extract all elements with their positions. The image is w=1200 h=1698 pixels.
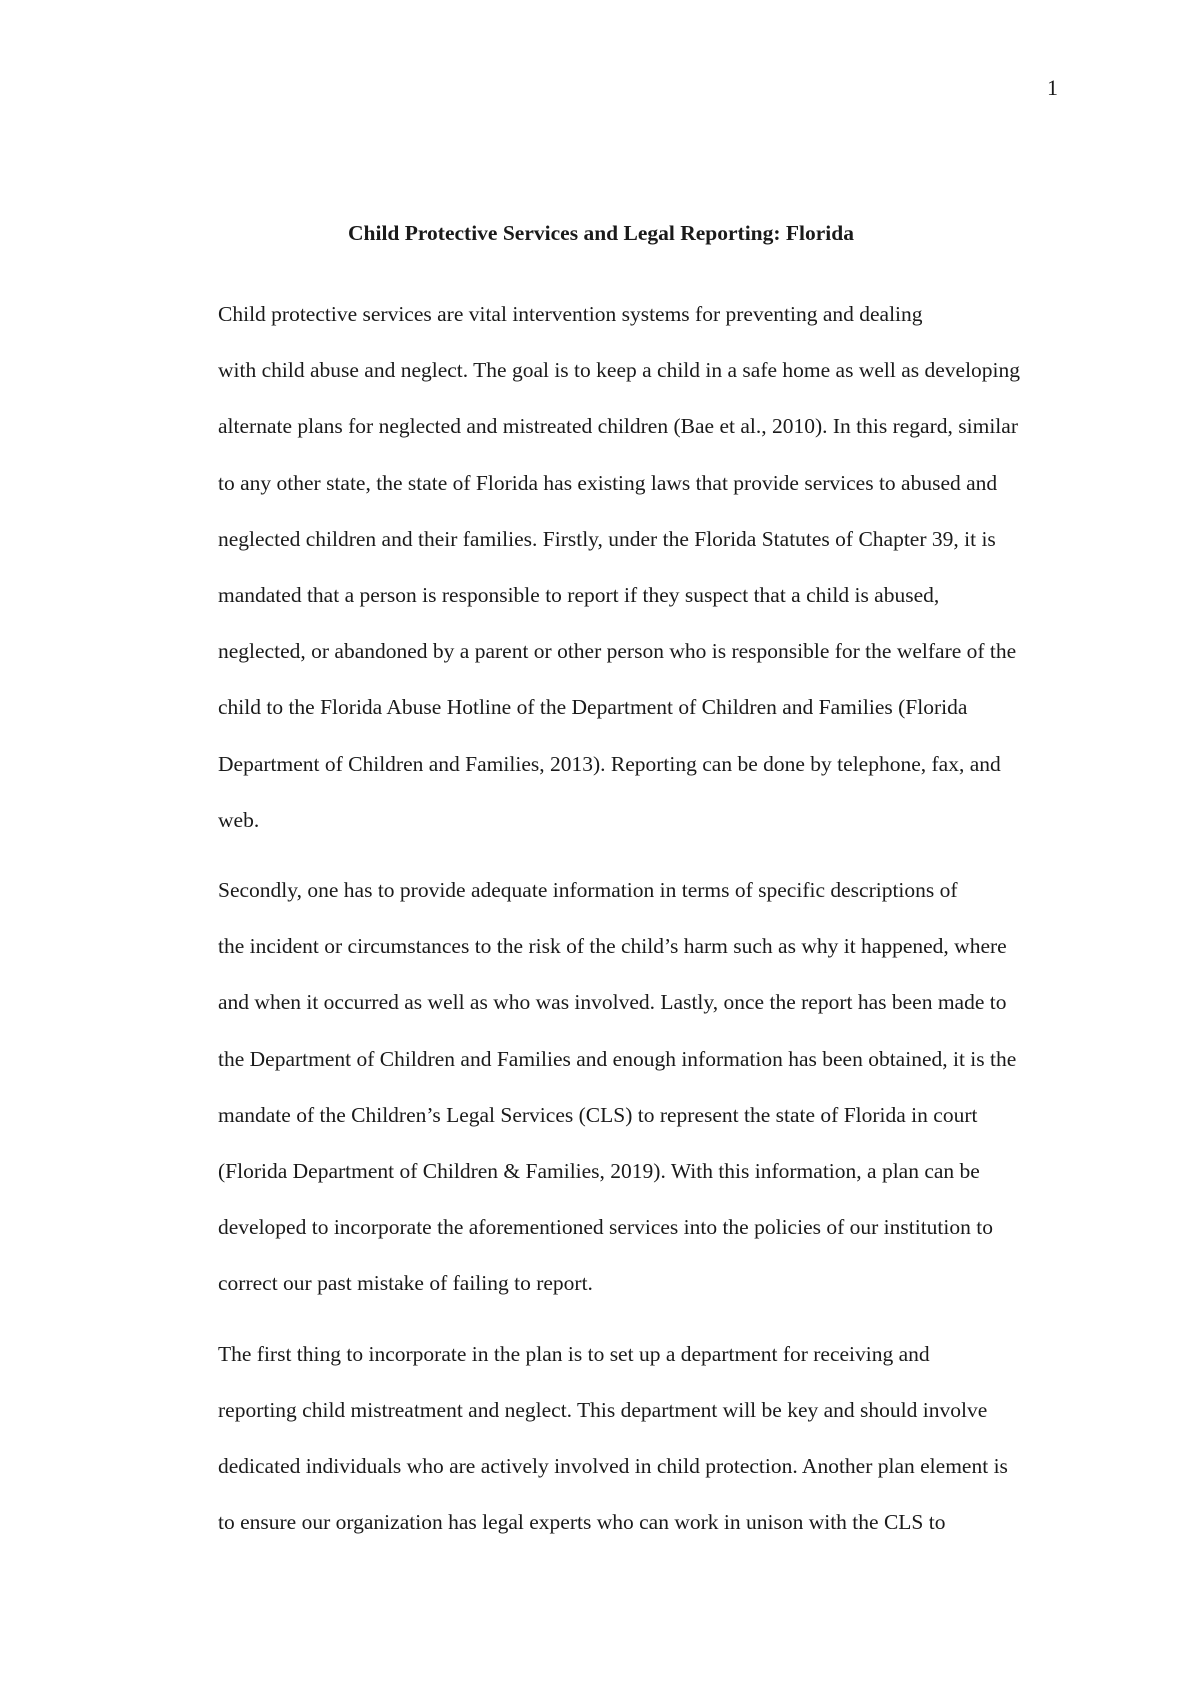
paragraph-line: the Department of Children and Families and enough information has been obtained, it is the [218, 1046, 1017, 1071]
page-number: 1 [1047, 75, 1058, 100]
paragraph-line: reporting child mistreatment and neglect. This department will be key and should involve [218, 1397, 988, 1422]
paragraph-line: Child protective services are vital intervention systems for preventing and dealing [218, 302, 923, 326]
paragraph-line: child to the Florida Abuse Hotline of the Department of Children and Families (Florida [218, 695, 968, 720]
paragraph-line: The first thing to incorporate in the plan is to set up a department for receiving and [218, 1341, 930, 1366]
paragraph-line: mandate of the Children’s Legal Services (CLS) to represent the state of Florida in court [218, 1102, 978, 1127]
paragraph-line: Secondly, one has to provide adequate information in terms of specific descriptions of [218, 878, 958, 903]
paragraph-line: and when it occurred as well as who was involved. Lastly, once the report has been made to [218, 990, 1007, 1015]
paragraph-line: alternate plans for neglected and mistreated children (Bae et al., 2010). In this regard, similar [218, 414, 1018, 439]
paragraph-line: to ensure our organization has legal experts who can work in unison with the CLS to [218, 1510, 946, 1535]
paragraph-line: mandated that a person is responsible to report if they suspect that a child is abused, [218, 583, 940, 608]
paragraph-1 [145, 286, 1057, 848]
paragraph-line: (Florida Department of Children & Families, 2019). With this information, a plan can be [218, 1159, 980, 1184]
paragraph-line: neglected children and their families. Firstly, under the Florida Statutes of Chapter 39, it is [218, 526, 996, 551]
paragraph-line: neglected, or abandoned by a parent or other person who is responsible for the welfare of the [218, 639, 1017, 664]
paragraph-line: web. [218, 807, 260, 832]
paragraph-line: correct our past mistake of failing to report. [218, 1271, 593, 1296]
paragraph-line: developed to incorporate the aforementioned services into the policies of our institution to [218, 1215, 993, 1240]
document-body [145, 286, 1057, 1550]
paragraph-line: the incident or circumstances to the risk of the child’s harm such as why it happened, where [218, 934, 1007, 959]
paragraph-line: with child abuse and neglect. The goal is to keep a child in a safe home as well as developing [218, 358, 1021, 383]
paragraph-line: Department of Children and Families, 2013). Reporting can be done by telephone, fax, and [218, 751, 1001, 776]
document-title: Child Protective Services and Legal Reporting: Florida [348, 221, 854, 245]
paragraph-2 [145, 862, 1057, 1312]
paragraph-3 [145, 1326, 1057, 1551]
paragraph-line: dedicated individuals who are actively involved in child protection. Another plan element is [218, 1454, 1008, 1479]
paragraph-line: to any other state, the state of Florida has existing laws that provide services to abused and [218, 470, 998, 495]
